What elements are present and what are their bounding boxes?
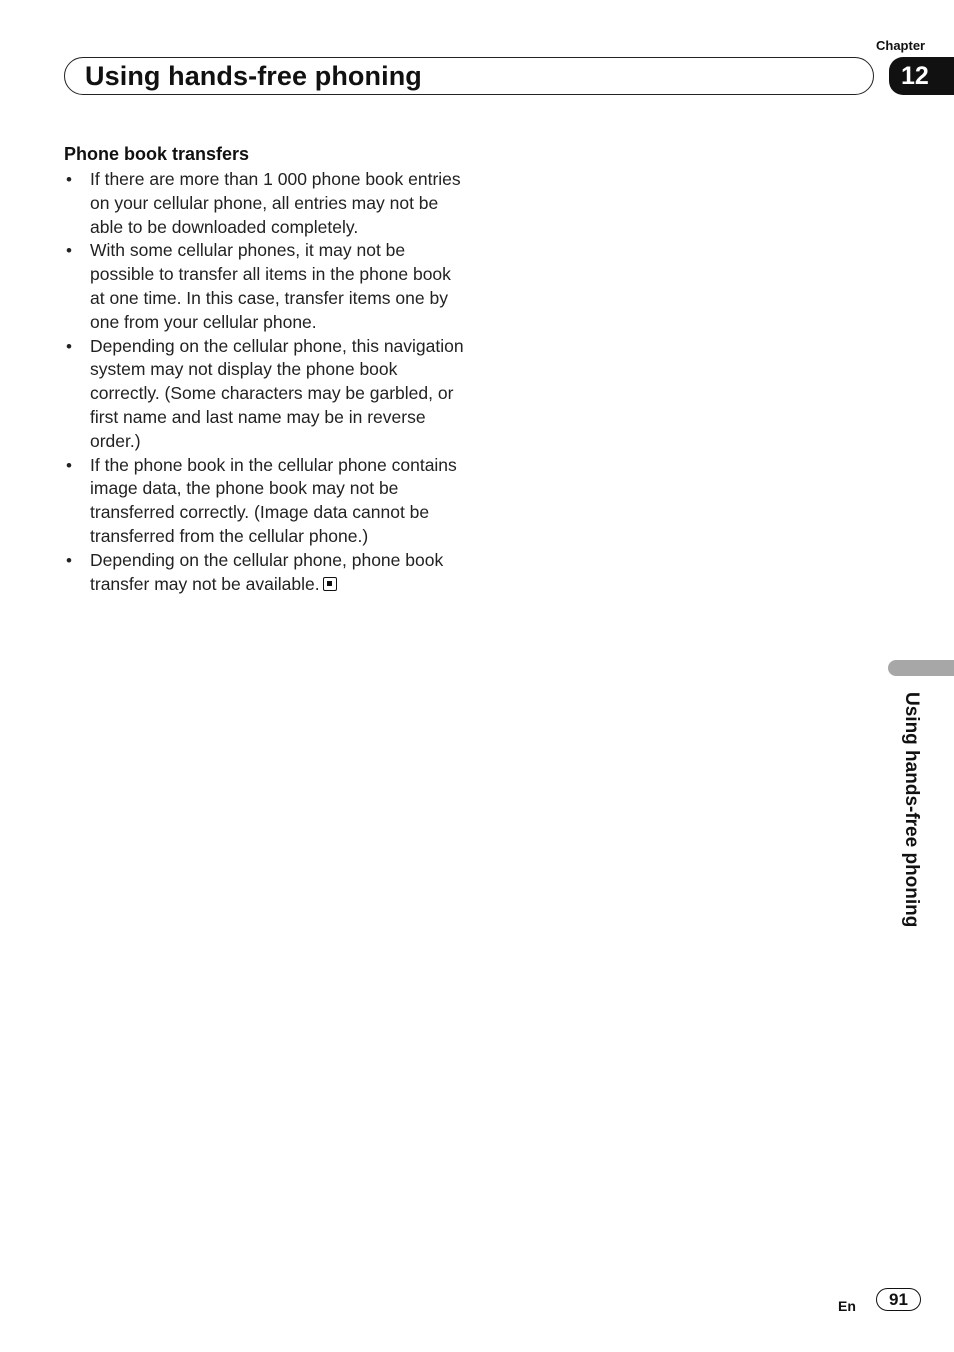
list-item-text: Depending on the cellular phone, phone book transfer may not be available. [90,549,444,594]
bullet-icon: • [66,170,72,189]
page-title: Using hands-free phoning [85,61,422,91]
phone-book-transfers-section [64,142,464,596]
list-item [64,454,464,549]
end-of-section-icon [323,577,337,591]
bullet-list [64,168,464,596]
side-section-tab [888,660,954,676]
list-item [64,168,464,239]
bullet-icon: • [66,336,72,356]
list-item [64,549,464,597]
list-item-text: If the phone book in the cellular phone contains image data, the phone book may not be transferred correctly. (Image data cannot be transferred from the cellular phone.) [90,454,457,546]
page-number: 91 [876,1288,921,1311]
bullet-icon: • [66,455,72,475]
page-title-bar [64,57,874,95]
side-section-label: Using hands-free phoning [901,692,922,928]
chapter-label: Chapter [876,38,926,53]
list-item-text: If there are more than 1 000 phone book entries on your cellular phone, all entries may not be able to be downloaded completely. [90,169,461,237]
list-item [64,239,464,334]
chapter-number-tab: 12 [889,57,954,95]
list-item [64,335,464,454]
list-item-text: With some cellular phones, it may not be possible to transfer all items in the phone book at one time. In this case, transfer items one by one from your cellular phone. [90,240,451,332]
list-item-text: Depending on the cellular phone, this navigation system may not display the phone book correctly. (Some characters may be garbled, or first name and last name may be in reverse order.) [90,335,464,451]
section-heading: Phone book transfers [64,144,250,164]
language-label: En [838,1298,856,1314]
bullet-icon: • [66,241,72,261]
bullet-icon: • [66,550,72,570]
